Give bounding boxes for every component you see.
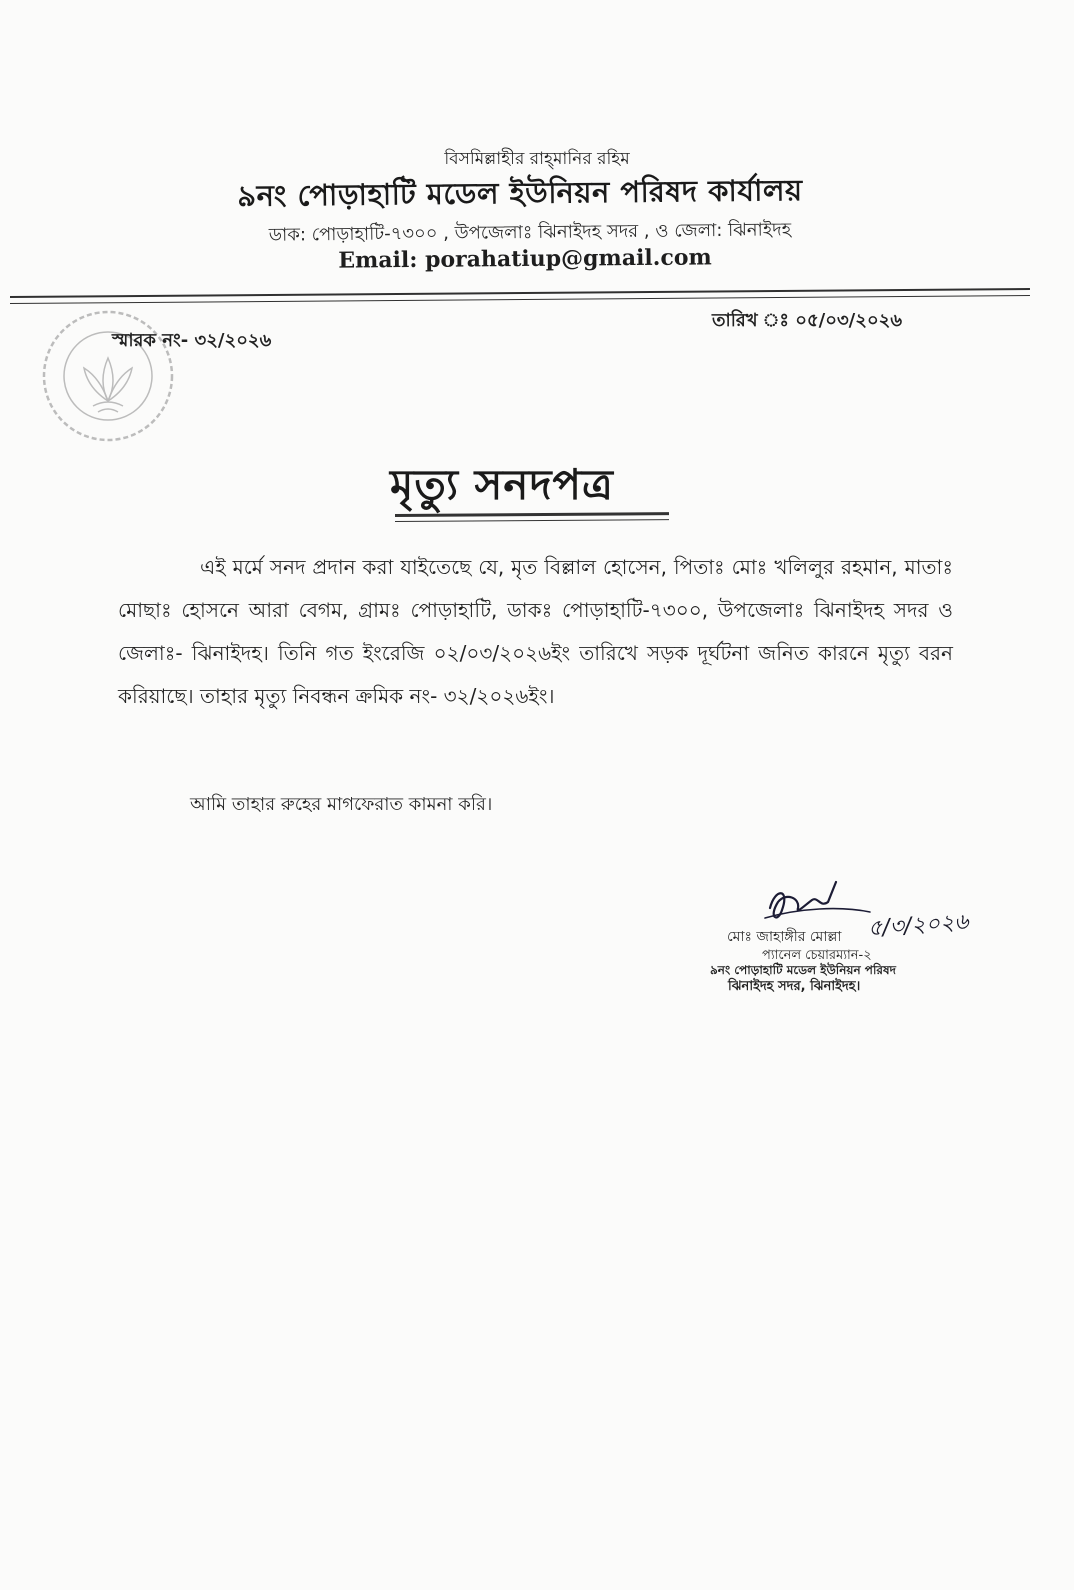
signer-location: ঝিনাইদহ সদর, ঝিনাইদহ। xyxy=(728,979,861,994)
issue-date: তারিখ ঃ ০৫/০৩/২০২৬ xyxy=(712,310,903,331)
certificate-body: এই মর্মে সনদ প্রদান করা যাইতেছে যে, মৃত বিল্লাল হোসেন, পিতাঃ মোঃ খলিলুর রহমান, মাতাঃ মোছাঃ হোসনে আরা বেগম, গ্রামঃ পোড়াহাটি, ডাকঃ পোড়াহাটি-৭৩০০, উপজেলাঃ ঝিনাইদহ সদর ও জেলাঃ- ঝিনাইদহ। তিনি গত ইংরেজি ০২/০৩/২০২৬ইং তারিখে সড়ক দূর্ঘটনা জনিত কারনে মৃত্যু বরন করিয়াছে। তাহার মৃত্যু নিবন্ধন ক্রমিক নং- ৩২/২০২৬ইং। xyxy=(118,555,953,708)
office-title: ৯নং পোড়াহাটি মডেল ইউনিয়ন পরিষদ কার্যালয় xyxy=(237,173,803,213)
office-email: Email: porahatiup@gmail.com xyxy=(338,244,712,274)
signer-role: প্যানেল চেয়ারম্যান-২ xyxy=(762,948,872,963)
signer-organization: ৯নং পোড়াহাটি মডেল ইউনিয়ন পরিষদ xyxy=(710,963,896,977)
certificate-title: মৃত্যু সনদপত্র xyxy=(390,460,614,509)
signature-date: ৫/৩/২০২৬ xyxy=(867,909,970,942)
office-address: ডাক: পোড়াহাটি-৭৩০০ , উপজেলাঃ ঝিনাইদহ সদর , ও জেলা: ঝিনাইদহ xyxy=(268,219,792,246)
signer-name: মোঃ জাহাঙ্গীর মোল্লা xyxy=(727,929,842,945)
reference-number: স্মারক নং- ৩২/২০২৬ xyxy=(112,330,272,351)
bismillah-line: বিসমিল্লাহীর রাহ্‌মানির রহিম xyxy=(444,149,630,169)
closing-prayer: আমি তাহার রুহের মাগফেরাত কামনা করি। xyxy=(190,794,493,815)
